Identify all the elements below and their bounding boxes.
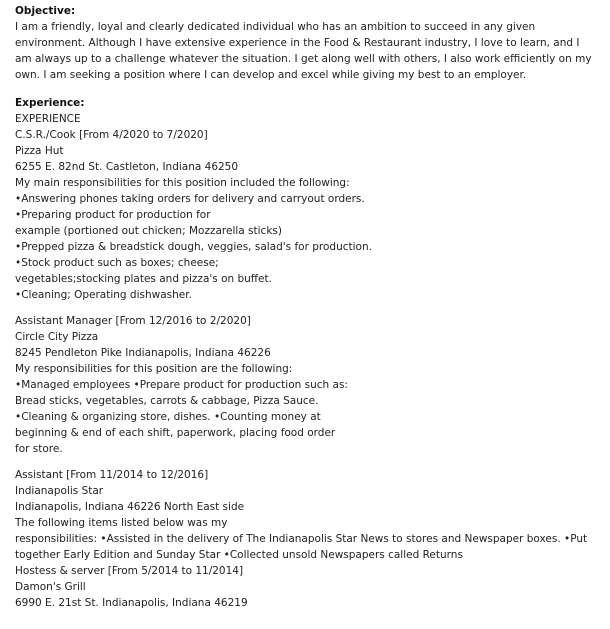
job-text-line: •Stock product such as boxes; cheese;: [15, 257, 219, 269]
job-text-line: together Early Edition and Sunday Star •Collected unsold Newspapers called Returns: [15, 549, 463, 561]
experience-heading: Experience:: [15, 97, 85, 109]
job-text-line: •Prepped pizza & breadstick dough, veggies, salad's for production.: [15, 241, 372, 253]
resume-document: [15, 3, 607, 611]
job-text-line: •Managed employees •Prepare product for production such as:: [15, 379, 348, 391]
experience-section: [15, 95, 607, 611]
employer-name: Damon's Grill: [15, 581, 86, 593]
spacer: [15, 457, 607, 467]
job-text-line: responsibilities: •Assisted in the delivery of The Indianapolis Star News to stores and Newspaper boxes. •Put: [15, 533, 588, 545]
job-text-line: for store.: [15, 443, 63, 455]
job-text-line: example (portioned out chicken; Mozzarella sticks): [15, 225, 282, 237]
employer-name: Indianapolis Star: [15, 485, 104, 497]
job-entry-circle-city-pizza: [15, 313, 607, 457]
job-text-line: My responsibilities for this position are the following:: [15, 363, 293, 375]
job-text-line: beginning & end of each shift, paperwork, placing food order: [15, 427, 336, 439]
objective-line: own. I am seeking a position where I can develop and excel while giving my best to an employer.: [15, 69, 527, 81]
objective-heading: Objective:: [15, 5, 76, 17]
job-title: Hostess & server [From 5/2014 to 11/2014]: [15, 565, 244, 577]
job-text-line: My main responsibilities for this position included the following:: [15, 177, 350, 189]
job-text-line: •Cleaning & organizing store, dishes. •Counting money at: [15, 411, 321, 423]
employer-address: Indianapolis, Indiana 46226 North East side: [15, 501, 245, 513]
job-text-line: vegetables;stocking plates and pizza's on buffet.: [15, 273, 272, 285]
job-text-line: Bread sticks, vegetables, carrots & cabbage, Pizza Sauce.: [15, 395, 319, 407]
job-entry-indianapolis-star: [15, 467, 607, 611]
employer-name: Circle City Pizza: [15, 331, 99, 343]
objective-line: am always up to a challenge whatever the situation. I get along well with others, I also work efficiently on my: [15, 53, 592, 65]
employer-address: 6990 E. 21st St. Indianapolis, Indiana 46219: [15, 597, 248, 609]
job-text-line: •Cleaning; Operating dishwasher.: [15, 289, 192, 301]
spacer: [15, 83, 607, 95]
job-text-line: The following items listed below was my: [15, 517, 228, 529]
job-title: Assistant Manager [From 12/2016 to 2/2020]: [15, 315, 251, 327]
objective-line: I am a friendly, loyal and clearly dedicated individual who has an ambition to succeed in any given: [15, 21, 536, 33]
job-title: C.S.R./Cook [From 4/2020 to 7/2020]: [15, 129, 208, 141]
spacer: [15, 303, 607, 313]
employer-address: 6255 E. 82nd St. Castleton, Indiana 46250: [15, 161, 239, 173]
employer-address: 8245 Pendleton Pike Indianapolis, Indiana 46226: [15, 347, 271, 359]
objective-line: environment. Although I have extensive experience in the Food & Restaurant industry, I love to learn, and I: [15, 37, 580, 49]
job-entry-pizza-hut: [15, 127, 607, 303]
employer-name: Pizza Hut: [15, 145, 64, 157]
experience-subheading: EXPERIENCE: [15, 113, 81, 125]
job-title: Assistant [From 11/2014 to 12/2016]: [15, 469, 209, 481]
objective-section: [15, 3, 607, 83]
job-text-line: •Answering phones taking orders for delivery and carryout orders.: [15, 193, 365, 205]
job-text-line: •Preparing product for production for: [15, 209, 211, 221]
